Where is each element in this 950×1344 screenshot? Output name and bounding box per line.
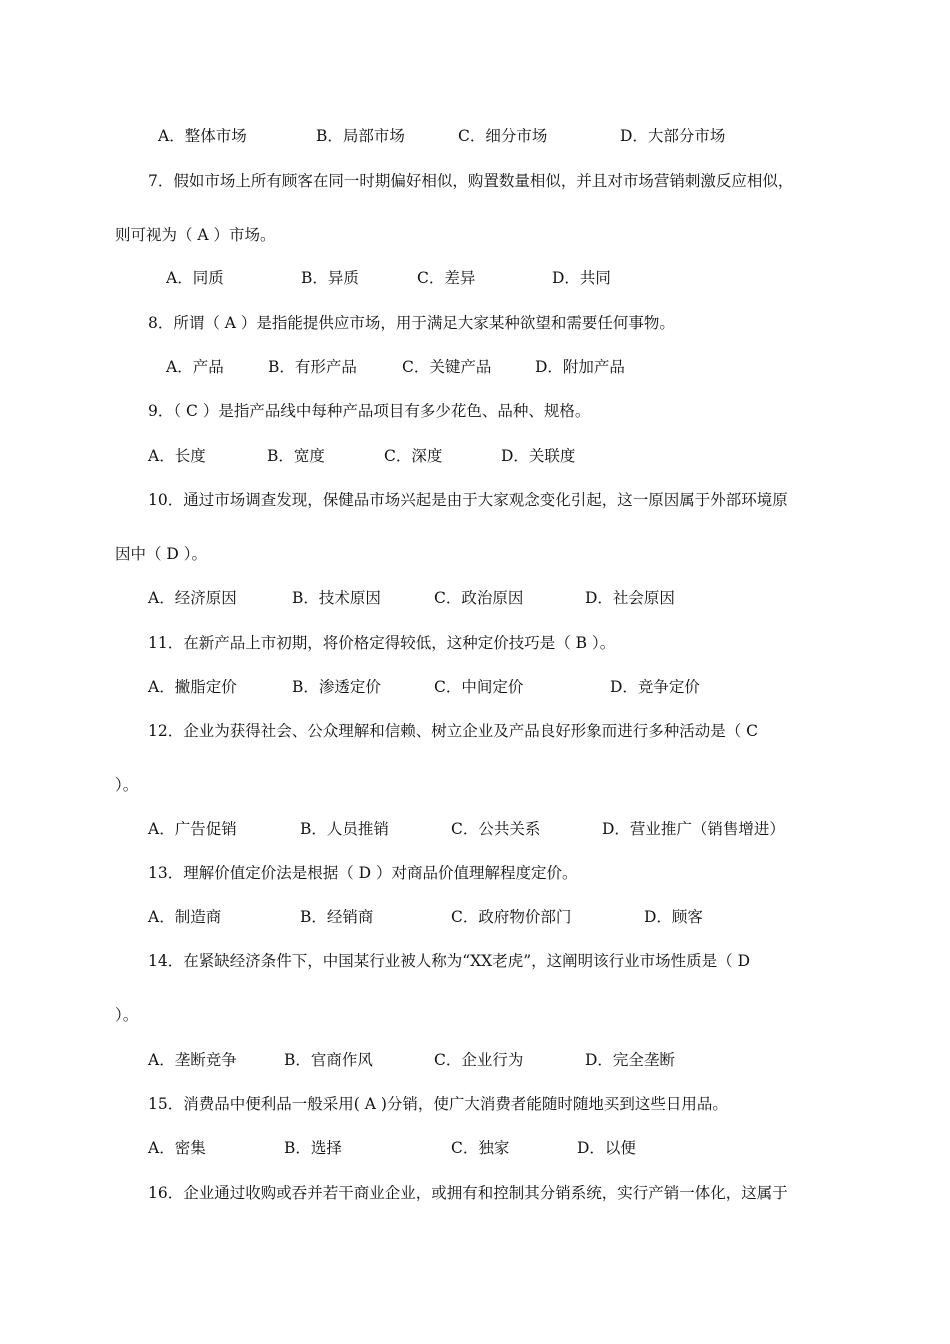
- q14-question-line1: 14．在紧缺经济条件下，中国某行业被人称为“XX老虎”，这阐明该行业市场性质是（ D: [148, 952, 750, 970]
- q8-option-d: D．附加产品: [535, 358, 625, 376]
- q8-option-b: B．有形产品: [268, 358, 357, 376]
- q14-question-line2: ）。: [115, 1006, 139, 1024]
- q10-question-line1: 10．通过市场调查发现，保健品市场兴起是由于大家观念变化引起，这一原因属于外部环境原: [148, 491, 788, 509]
- q10-question-line2: 因中（ D ）。: [115, 545, 208, 563]
- q10-option-c: C．政治原因: [434, 589, 524, 607]
- q11-question-line1: 11．在新产品上市初期，将价格定得较低，这种定价技巧是（ B ）。: [148, 634, 616, 652]
- q9-option-c: C．深度: [384, 447, 443, 465]
- q11-option-c: C．中间定价: [434, 678, 524, 696]
- q7-option-d: D．共同: [552, 269, 611, 287]
- q12-option-c: C．公共关系: [451, 820, 541, 838]
- q6-option-a: A．整体市场: [158, 127, 247, 145]
- q15-option-d: D．以便: [577, 1139, 636, 1157]
- q7-question-line1: 7．假如市场上所有顾客在同一时期偏好相似，购置数量相似，并且对市场营销刺激反应相似，: [148, 172, 794, 190]
- q7-question-line2: 则可视为（ A ）市场。: [115, 226, 276, 244]
- q6-option-c: C．细分市场: [458, 127, 548, 145]
- q12-question-line2: ）。: [115, 776, 139, 794]
- q14-option-c: C．企业行为: [434, 1051, 524, 1069]
- q11-option-a: A．撇脂定价: [148, 678, 237, 696]
- q7-option-a: A．同质: [166, 269, 224, 287]
- q9-option-d: D．关联度: [501, 447, 576, 465]
- q12-question-line1: 12．企业为获得社会、公众理解和信赖、树立企业及产品良好形象而进行多种活动是（ C: [148, 722, 759, 740]
- q10-option-a: A．经济原因: [148, 589, 237, 607]
- q9-option-b: B．宽度: [267, 447, 325, 465]
- q8-question-line1: 8．所谓（ A ）是指能提供应市场，用于满足大家某种欲望和需要任何事物。: [148, 314, 675, 332]
- q6-option-b: B．局部市场: [316, 127, 405, 145]
- q15-option-b: B．选择: [284, 1139, 342, 1157]
- q12-option-b: B．人员推销: [300, 820, 389, 838]
- q13-option-b: B．经销商: [300, 908, 374, 926]
- q14-option-a: A．垄断竞争: [148, 1051, 237, 1069]
- q15-option-c: C．独家: [451, 1139, 510, 1157]
- q15-question-line1: 15．消费品中便利品一般采用( A )分销，使广大消费者能随时随地买到这些日用品。: [148, 1095, 728, 1113]
- q13-option-c: C．政府物价部门: [451, 908, 572, 926]
- q13-option-a: A．制造商: [148, 908, 222, 926]
- q7-option-b: B．异质: [301, 269, 359, 287]
- q10-option-b: B．技术原因: [292, 589, 381, 607]
- q16-question-line1: 16．企业通过收购或吞并若干商业企业，或拥有和控制其分销系统，实行产销一体化，这属于: [148, 1184, 788, 1202]
- q11-option-b: B．渗透定价: [292, 678, 381, 696]
- q12-option-d: D．营业推广（销售增进）: [602, 820, 785, 838]
- q11-option-d: D．竞争定价: [610, 678, 700, 696]
- q14-option-d: D．完全垄断: [585, 1051, 675, 1069]
- q8-option-a: A．产品: [166, 358, 224, 376]
- q14-option-b: B．官商作风: [284, 1051, 373, 1069]
- q7-option-c: C．差异: [417, 269, 476, 287]
- q13-question-line1: 13．理解价值定价法是根据（ D ）对商品价值理解程度定价。: [148, 864, 578, 882]
- q13-option-d: D．顾客: [644, 908, 703, 926]
- q10-option-d: D．社会原因: [585, 589, 675, 607]
- q8-option-c: C．关键产品: [402, 358, 492, 376]
- q6-option-d: D．大部分市场: [620, 127, 726, 145]
- q12-option-a: A．广告促销: [148, 820, 237, 838]
- q15-option-a: A．密集: [148, 1139, 206, 1157]
- q9-option-a: A．长度: [148, 447, 206, 465]
- q9-question-line1: 9．（ C ）是指产品线中每种产品项目有多少花色、品种、规格。: [148, 402, 591, 420]
